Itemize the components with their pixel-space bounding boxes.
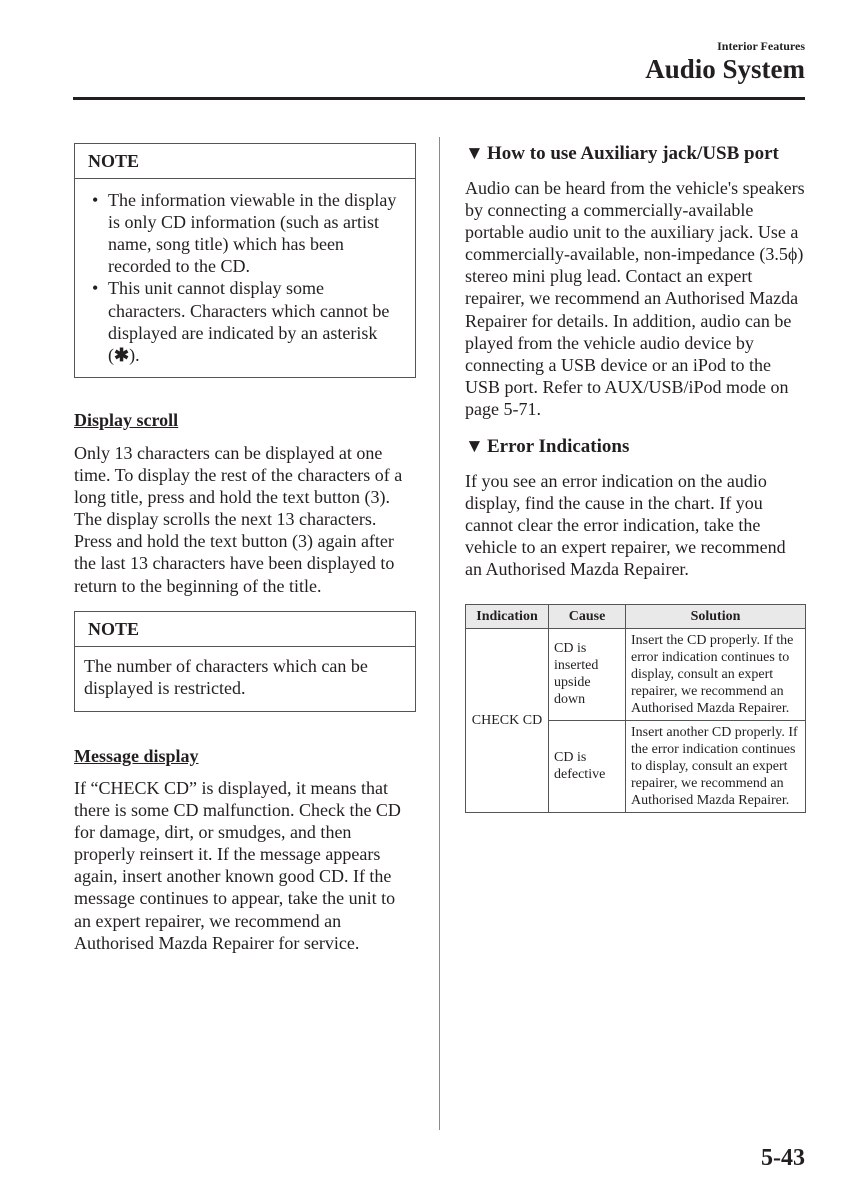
page-title: Audio System <box>645 54 805 84</box>
display-scroll-heading: Display scroll <box>74 409 179 430</box>
page-number: 5-43 <box>761 1145 805 1171</box>
triangle-down-icon: ▼ <box>465 436 484 458</box>
triangle-down-icon: ▼ <box>465 143 484 164</box>
note-box-restriction <box>74 611 416 712</box>
bullet-icon: • <box>92 190 99 211</box>
solution-cell: Insert the CD properly. If the error indication continues to display, consult an expert repairer, we recommend an Authorised Mazda Repairer. <box>626 628 806 720</box>
note-item <box>84 189 405 277</box>
note-item-text: This unit cannot display some characters. Characters which cannot be displayed are indicated by an asterisk ( <box>108 278 390 365</box>
table-row <box>466 628 806 720</box>
column-header: Solution <box>626 604 806 628</box>
bullet-icon: • <box>92 278 99 299</box>
column-header: Indication <box>466 604 549 628</box>
message-display-text: If “CHECK CD” is displayed, it means that there is some CD malfunction. Check the CD for damage, dirt, or smudges, and then properly reinsert it. If the message appears again, insert another known good CD. If the message continues to appear, take the unit to an expert repairer, we recommend an Authorised Mazda Repairer for service. <box>74 777 401 953</box>
aux-section-heading: ▼ How to use Auxiliary jack/USB port <box>465 143 779 164</box>
cause-cell: CD is defective <box>549 720 626 812</box>
column-divider <box>439 137 440 1130</box>
note-heading: NOTE <box>75 612 415 647</box>
note-heading: NOTE <box>75 144 415 179</box>
header-section: Interior Features <box>717 39 805 53</box>
column-header: Cause <box>549 604 626 628</box>
solution-cell: Insert another CD properly. If the error indication continues to display, consult an expert repairer, we recommend an Authorised Mazda Repairer. <box>626 720 806 812</box>
header-rule <box>73 97 805 100</box>
note-item-text-end: ). <box>129 344 140 365</box>
display-scroll-text: Only 13 characters can be displayed at one time. To display the rest of the characters of a long title, press and hold the text button (3). The display scrolls the next 13 characters. Press and hold the text button (3) again after the last 13 characters have been displayed to return to the beginning of the title. <box>74 442 403 596</box>
note-item <box>84 277 405 365</box>
table-header-row <box>466 604 806 628</box>
error-section-heading: ▼ Error Indications <box>465 436 630 458</box>
right-column <box>465 143 807 813</box>
note-text: The number of characters which can be displayed is restricted. <box>84 655 368 698</box>
aux-text: Audio can be heard from the vehicle's speakers by connecting a commercially-available portable audio unit to the auxiliary jack. Use a commercially-available, non-impedance (3.5ϕ) stereo mini plug lead. Contact an expert repairer, we recommend an Authorised Mazda Repairer for details. In addition, audio can be played from the vehicle audio device by connecting a USB device or an iPod to the USB port. Refer to AUX/USB/iPod mode on page 5-71. <box>465 178 805 419</box>
note-item-text: The information viewable in the display is only CD information (such as artist name, song title) which has been recorded to the CD. <box>108 190 397 277</box>
note-box-info <box>74 143 416 378</box>
left-column <box>74 143 416 954</box>
indication-cell: CHECK CD <box>466 628 549 812</box>
error-intro-text: If you see an error indication on the audio display, find the cause in the chart. If you cannot clear the error indication, take the vehicle to an expert repairer, we recommend an Authorised Mazda Repairer. <box>465 471 786 580</box>
message-display-heading: Message display <box>74 745 199 766</box>
cause-cell: CD is inserted upside down <box>549 628 626 720</box>
asterisk-icon: ✱ <box>114 344 130 365</box>
error-table <box>465 604 806 813</box>
